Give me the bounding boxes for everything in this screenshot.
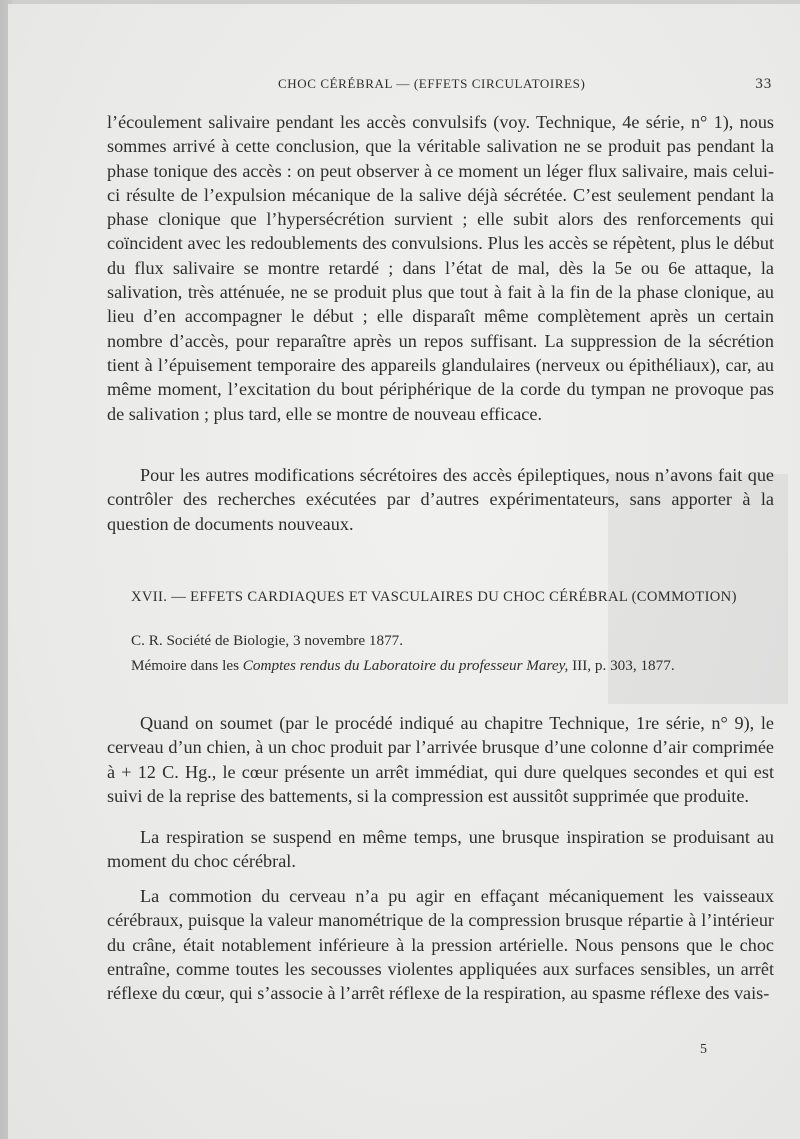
reference-prefix: Mémoire dans les — [131, 657, 243, 674]
reference-journal-title: Comptes rendus du Laboratoire du professeur Marey, — [242, 657, 569, 674]
paragraph-respiration — [107, 825, 774, 874]
page-number: 33 — [755, 76, 772, 92]
paragraph-other-secretions — [107, 463, 774, 536]
paragraph-choc-experiment — [107, 711, 774, 808]
paragraph-text: Quand on soumet (par le procédé indiqué au chapitre Technique, 1re série, n° 9), le cerveau d’un chien, à un choc produit par l’arrivée brusque d’une colonne d’air comprimée à + 12 C. Hg., le cœur présente un arrêt immédiat, qui dure quelques secondes et qui est suivi de la reprise des battements, si la compression est aussitôt supprimée que produite. — [107, 713, 774, 806]
book-page — [8, 4, 800, 1139]
section-heading: XVII. — EFFETS CARDIAQUES ET VASCULAIRES DU CHOC CÉRÉBRAL (COMMOTION) — [131, 589, 737, 605]
paragraph-text: Pour les autres modifications sécrétoires des accès épileptiques, nous n’avons fait que contrôler des recherches exécutées par d’autres expérimentateurs, sans apporter à la question de documents nouveaux. — [107, 465, 774, 534]
running-head: CHOC CÉRÉBRAL — (EFFETS CIRCULATOIRES) — [278, 76, 586, 91]
reference-societe-biologie: C. R. Société de Biologie, 3 novembre 1877. — [131, 632, 404, 649]
reference-memoire — [131, 657, 675, 675]
reference-suffix: III, p. 303, 1877. — [568, 657, 675, 674]
paragraph-commotion — [107, 884, 774, 1005]
paragraph-salivation — [107, 110, 774, 426]
paragraph-text: La respiration se suspend en même temps, une brusque inspiration se produisant au moment du choc cérébral. — [107, 827, 774, 872]
page-header — [8, 76, 800, 96]
paragraph-text: La commotion du cerveau n’a pu agir en effaçant mécaniquement les vaisseaux cérébraux, puisque la valeur manométrique de la compression brusque répartie à l’intérieur du crâne, était notablement inférieure à la pression artérielle. Nous pensons que le choc entraîne, comme toutes les secousses violentes appliquées aux surfaces sensibles, un arrêt réflexe du cœur, qui s’associe à l’arrêt réflexe de la respiration, au spasme réflexe des vais- — [107, 886, 774, 1004]
paragraph-text: l’écoulement salivaire pendant les accès convulsifs (voy. Technique, 4e série, n° 1), nous sommes arrivé à cette conclusion, que la véritable salivation ne se produit pas pendant la phase tonique des accès : on peut observer à ce moment un léger flux salivaire, mais celui-ci résulte de l’expulsion mécanique de la salive déjà sécrétée. C’est seulement pendant la phase clonique que l’hypersécrétion survient ; elle subit alors des renforcements qui coïncident avec les redoublements des convulsions. Plus les accès se répètent, plus le début du flux salivaire se montre retardé ; dans l’état de mal, dès la 5e ou 6e attaque, la salivation, très atténuée, ne se produit plus que tout à fait à la fin de la phase clonique, au lieu d’en accompagner le début ; elle disparaît même complètement après un certain nombre d’accès, pour reparaître après un repos suffisant. La suppression de la sécrétion tient à l’épuisement temporaire des appareils glandulaires (nerveux ou épithéliaux), car, au même moment, l’excitation du bout périphérique de la corde du tympan ne provoque pas de salivation ; plus tard, elle se montre de nouveau efficace. — [107, 112, 774, 424]
signature-mark: 5 — [700, 1042, 707, 1057]
